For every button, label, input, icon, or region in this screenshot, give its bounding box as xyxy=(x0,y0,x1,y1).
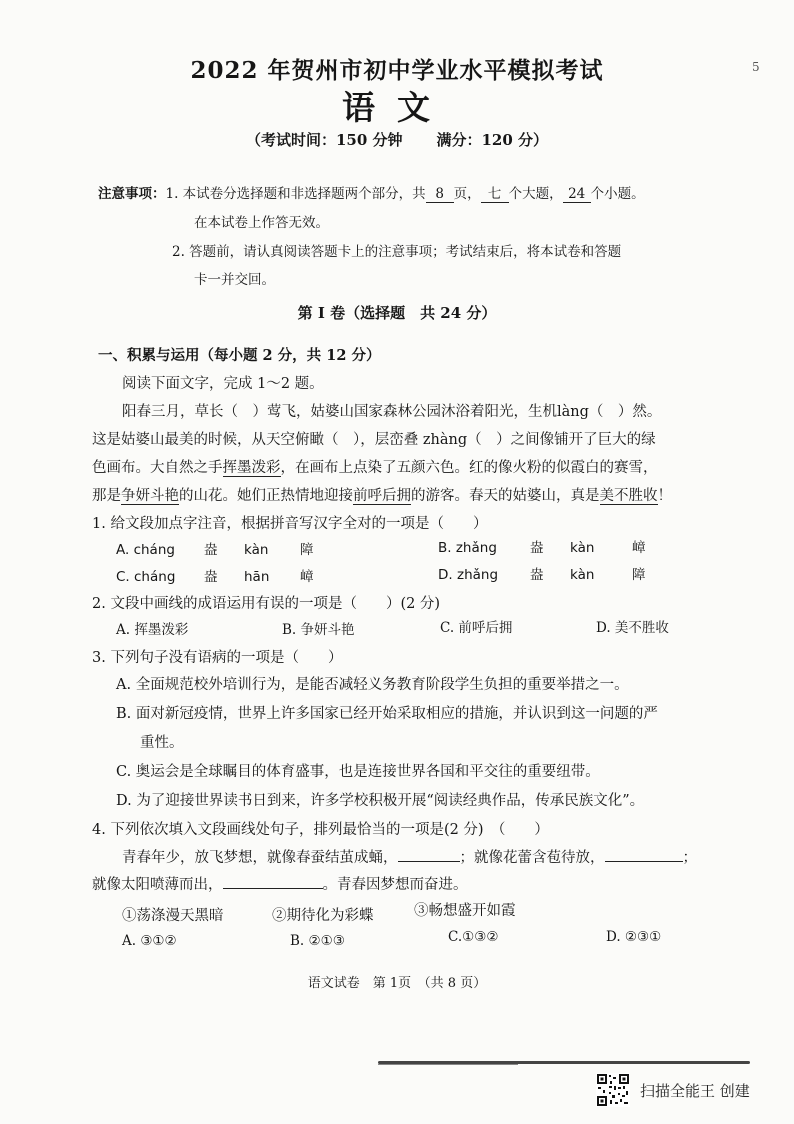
page-footer: 语文试卷 第 1页 （共 8 页） xyxy=(307,976,487,991)
q1-option-c: C. cháng 盎 hān 嶂 xyxy=(116,569,314,585)
notes-label: 注意事项： xyxy=(98,186,166,202)
q3-option-a: A. 全面规范校外培训行为，是能否减轻义务教育阶段学生负担的重要举措之一。 xyxy=(116,677,629,693)
notes-line-3: 2. 答题前，请认真阅读答题卡上的注意事项；考试结束后，将本试卷和答题 xyxy=(172,244,622,260)
page-count: 8 xyxy=(426,186,454,203)
passage-line-2: 这是姑婆山最美的时候，从天空俯瞰（ ），层峦叠 zhàng（ ）之间像铺开了巨大的绿 xyxy=(92,432,656,448)
q4-sentence-2: ②期待化为彩蝶 xyxy=(272,908,374,924)
passage-line-3: 色画布。大自然之手挥墨泼彩，在画布上点染了五颜六色。红的像火粉的似霞白的赛雪， xyxy=(92,460,658,476)
page-edge-mark: 5 xyxy=(752,60,760,74)
q1-option-b: B. zhǎng 盎 kàn 嶂 xyxy=(438,540,646,556)
part-title: 第 I 卷（选择题 共 24 分） xyxy=(297,304,497,322)
notes-line-1: 注意事项：1. 本试卷分选择题和非选择题两个部分，共 8 页， 七 个大题， 24 个小题。 xyxy=(98,182,645,203)
question-1-stem: 1. 给文段加点字注音，根据拼音写汉字全对的一项是（ ） xyxy=(92,516,488,532)
q1-option-d: D. zhǎng 盎 kàn 障 xyxy=(438,567,646,583)
idiom-4: 美不胜收 xyxy=(599,488,658,504)
time-limit: （考试时间：150 分钟 xyxy=(245,131,403,149)
q2-option-d: D. 美不胜收 xyxy=(596,620,669,636)
section-heading: 一、积累与运用（每小题 2 分，共 12 分） xyxy=(98,347,381,364)
q4-sentence-1: ①荡涤漫天黑暗 xyxy=(122,908,224,924)
exam-time-score xyxy=(0,129,794,150)
qr-code-icon xyxy=(596,1073,630,1107)
section-count: 七 xyxy=(481,182,509,203)
exam-title: 2022 年贺州市初中学业水平模拟考试 xyxy=(190,57,604,84)
q3-option-b-line-2: 重性。 xyxy=(140,735,184,751)
q4-option-c: C.①③② xyxy=(448,929,499,945)
q2-option-c: C. 前呼后拥 xyxy=(440,620,513,636)
idiom-3: 前呼后拥 xyxy=(353,488,411,504)
q4-passage-line-2: 就像太阳喷薄而出， 。青春因梦想而奋进。 xyxy=(92,877,468,893)
scan-artifact-line-faint xyxy=(378,1064,518,1065)
passage-line-4: 那是争妍斗艳的山花。她们正热情地迎接前呼后拥的游客。春天的姑婆山，真是美不胜收！ xyxy=(92,488,672,504)
fill-blank-1 xyxy=(398,861,460,862)
q4-passage-line-1: 青春年少，放飞梦想，就像春蚕结茧成蛹， ；就像花蕾含苞待放， ； xyxy=(122,850,697,866)
notes-line-4: 卡一并交回。 xyxy=(194,272,275,288)
q4-option-a: A. ③①② xyxy=(122,933,177,949)
fill-blank-2 xyxy=(605,861,683,862)
question-4-stem: 4. 下列依次填入文段画线处句子，排列最恰当的一项是(2 分) （ ） xyxy=(92,822,549,838)
q3-option-c: C. 奥运会是全球瞩目的体育盛事，也是连接世界各国和平交往的重要纽带。 xyxy=(116,764,600,780)
full-score: 满分：120 分） xyxy=(436,131,549,149)
question-count: 24 xyxy=(563,186,591,203)
passage-line-1: 阳春三月，草长（ ）莺飞，姑婆山国家森林公园沐浴着阳光，生机làng（ ）然。 xyxy=(122,404,662,420)
q3-option-d: D. 为了迎接世界读书日到来，许多学校积极开展“阅读经典作品，传承民族文化”。 xyxy=(116,793,645,809)
q1-option-a: A. cháng 盎 kàn 障 xyxy=(116,542,314,558)
idiom-2: 争妍斗艳 xyxy=(121,488,179,504)
question-2-stem: 2. 文段中画线的成语运用有误的一项是（ ）(2 分) xyxy=(92,596,441,612)
q3-option-b-line-1: B. 面对新冠疫情，世界上许多国家已经开始采取相应的措施，并认识到这一问题的严 xyxy=(116,706,658,722)
idiom-1: 挥墨泼彩 xyxy=(222,460,281,476)
question-3-stem: 3. 下列句子没有语病的一项是（ ） xyxy=(92,650,343,666)
q4-sentence-3: ③畅想盛开如霞 xyxy=(414,903,516,919)
q4-option-b: B. ②①③ xyxy=(290,933,345,949)
q4-option-d: D. ②③① xyxy=(606,929,662,945)
fill-blank-3 xyxy=(223,888,323,889)
reading-intro: 阅读下面文字，完成 1～2 题。 xyxy=(122,376,324,392)
q2-option-b: B. 争妍斗艳 xyxy=(282,622,355,638)
exam-subject: 语文 xyxy=(342,88,452,127)
notes-line-2: 在本试卷上作答无效。 xyxy=(194,215,329,231)
q2-option-a: A. 挥墨泼彩 xyxy=(116,622,189,638)
scanner-watermark: 扫描全能王 创建 xyxy=(640,1082,750,1100)
